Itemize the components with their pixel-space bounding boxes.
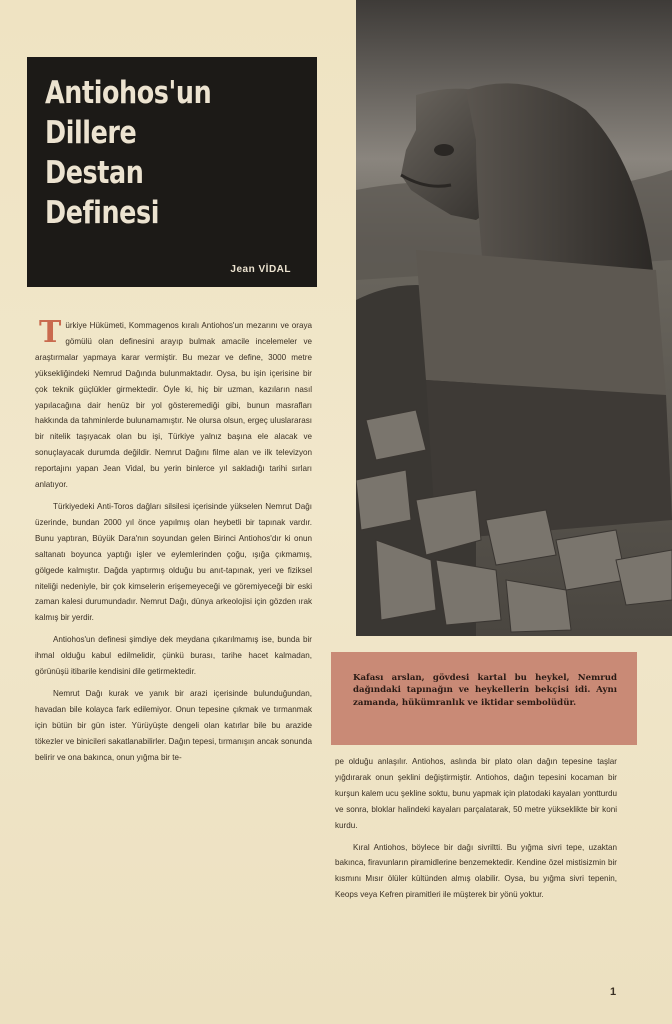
paragraph-6: Kıral Antiohos, böylece bir dağı sivriltti. Bu yığma sivri tepe, uzaktan bakınca, firavunların piramidlerine benzemektedir. Kendine özel mistisizmin bir kısmını Mısır ölüler kültünden almış olabilir. Oysa, bu yığma sivri tepenin, Keops veya Kefren piramitleri ile müşterek bir yönü yoktur. xyxy=(335,842,617,900)
photo-caption xyxy=(331,652,637,745)
title-line-1: Antiohos'un xyxy=(45,75,212,111)
paragraph-5: pe olduğu anlaşılır. Antiohos, aslında bir plato olan dağın tepesine taşlar yığdırarak onun şeklini değiştirmiştir. Antiohos, dağın tepesini kocaman bir kurşun kalem ucu şekline soktu, bunu yapmak için platodaki kayaları yontturdu ve sonra, bloklar halindeki kayaları parçalatarak, 50 metre yükseklikte bir koni kurdu. xyxy=(335,757,617,830)
left-text-column xyxy=(35,315,312,771)
paragraph-intro xyxy=(35,315,312,493)
author-byline: Jean VİDAL xyxy=(230,264,291,275)
title-line-3: Destan xyxy=(45,155,144,191)
page-number: 1 xyxy=(610,986,617,998)
caption-text: Kafası arslan, gövdesi kartal bu heykel, Nemrud dağındaki tapınağın ve heykellerin bekçisi idi. Aynı zamanda, hükümranlık ve iktidar sembolüdür. xyxy=(353,673,617,708)
lion-statue-photo xyxy=(356,0,672,636)
right-text-column xyxy=(335,754,617,909)
title-line-2: Dillere xyxy=(45,115,137,151)
paragraph-intro-text: ürkiye Hükümeti, Kommagenos kıralı Antiohos'un mezarını ve oraya gömülü olan definesini arayıp bulmak amacile incelemeler ve araştırmalar yapmaya karar vermiştir. Bu mezar ve define, 3000 metre yüksekliğindeki Nemrud Dağında bulunmaktadır. Oysa, bu işin içerisine bir çok teknik güçlükler girmektedir. Öyle ki, hiç bir uzman, kazıların nasıl yapılacağına dair henüz bir yol gösteremediği gibi, bunun masrafları hakkında da tahminlerde bulunamamıştır. Ne olursa olsun, ergeç uluslararası bir nitelik taşıyacak olan bu işi, Türkiye yalnız başına ele alacak ve sonuçlayacak durumda değildir. Nemrut Dağını filme alan ve ilk televizyon reportajını yapan Jean Vidal, bu yerin binlerce yıl sakladığı tarihi sırları anlatıyor. xyxy=(35,321,312,490)
paragraph-2: Türkiyedeki Anti-Toros dağları silsilesi içerisinde yükselen Nemrut Dağı üzerinde, bundan 2000 yıl önce yapılmış olan heybetli bir tapınak vardır. Bunu yaptıran, Büyük Dara'nın soyundan gelen Birinci Antiohos'dır ki onun saltanatı boyunca yaptığı işler ve eylemlerinden çoğu, ışığa çıkmamış, gölgede kalmıştır. Dağda yaptırmış olduğu bu anıt-tapınak, yeri ve fiziksel niteliği nedeniyle, bir çok kimselerin erişemeyeceği ve göremiyeceği bir eski zaman kalesi durumundadır. Nemrut Dağı, dünya arkeolojisi için gözden ırak kalmış bir yerdir. xyxy=(35,501,312,623)
paragraph-3: Antiohos'un definesi şimdiye dek meydana çıkarılmamış ise, bunda bir ihmal olduğu kabul edilmelidir, çünkü burası, tarihe hacet kalmadan, görünüşü itibarile kendisini dile getirmektedir. xyxy=(35,635,312,677)
paragraph-4: Nemrut Dağı kurak ve yanık bir arazi içerisinde bulunduğundan, havadan bile kolayca fark edilemiyor. Onun tepesine çıkmak ve tırmanmak için bütün bir gün ister. Yürüyüşte dengeli olan katırlar bile bu arazide tökezler ve binicileri sakatlanabilirler. Dağın tepesi, tırmanışın ancak sonunda belirir ve ona bakınca, onun yığma bir te- xyxy=(35,688,312,762)
lion-statue-illustration xyxy=(356,0,672,636)
drop-cap: T xyxy=(39,315,62,350)
title-line-4: Definesi xyxy=(45,195,160,231)
title-box xyxy=(27,57,317,287)
